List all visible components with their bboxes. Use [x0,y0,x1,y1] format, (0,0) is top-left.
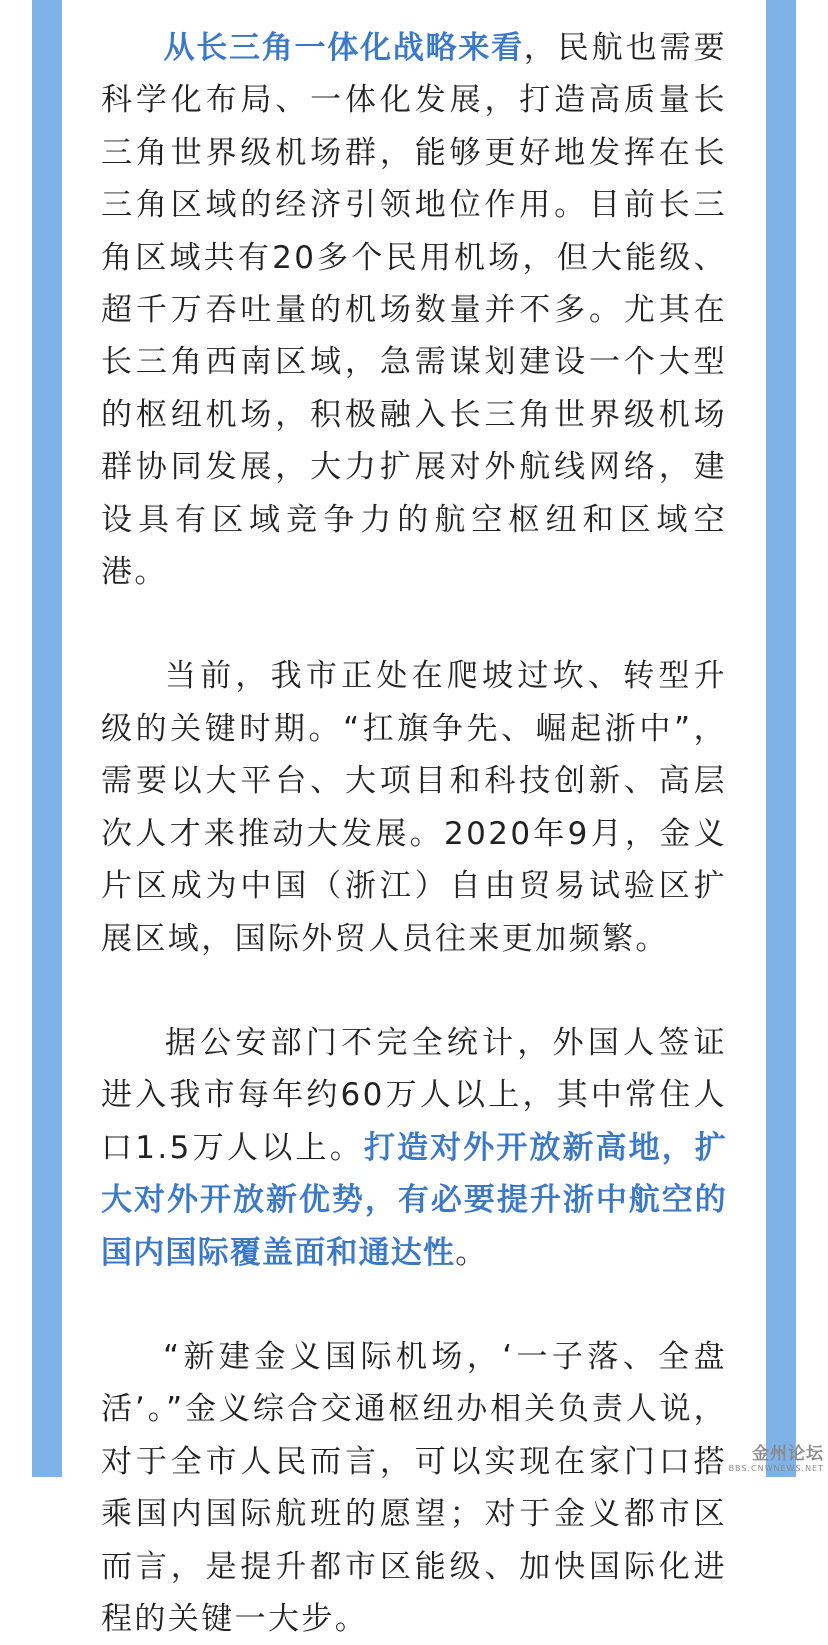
forum-watermark [729,1446,824,1473]
paragraph-1 [101,22,727,598]
paragraph-text: ，民航也需要科学化布局、一体化发展，打造高质量长三角世界级机场群，能够更好地发挥在长三角区域的经济引领地位作用。目前长三角区域共有20多个民用机场，但大能级、超千万吞吐量的机场数量并不多。尤其在长三角西南区域，急需谋划建设一个大型的枢纽机场，积极融入长三角世界级机场群协同发展，大力扩展对外航线网络，建设具有区域竞争力的航空枢纽和区域空港。 [101,30,727,591]
right-decorative-bar [766,0,796,1477]
paragraph-text: 据公安部门不完全统计，外国人签证进入我市每年约60万人以上，其中常住人口1.5万人以上。 [101,1024,727,1166]
highlighted-phrase: 从长三角一体化战略来看 [163,30,524,66]
watermark-title: 金州论坛 [752,1444,824,1464]
paragraph-text: “新建金义国际机场，‘一子落、全盘活’。”金义综合交通枢纽办相关负责人说，对于全市人民而言，可以实现在家门口搭乘国内国际航班的愿望；对于金义都市区而言，是提升都市区能级、加快国际化进程的关键一大步。 [101,1338,727,1637]
paragraph-text: 当前，我市正处在爬坡过坎、转型升级的关键时期。“扛旗争先、崛起浙中”，需要以大平台、大项目和科技创新、高层次人才来推动大发展。2020年9月，金义片区成为中国（浙江）自由贸易试验区扩展区域，国际外贸人员往来更加频繁。 [101,658,727,957]
left-decorative-bar [32,0,62,1477]
article-body [101,22,727,1645]
paragraph-3 [101,1017,727,1279]
highlighted-phrase: 打造对外开放新高地，扩大对外开放新优势，有必要提升浙中航空的国内国际覆盖面和通达性 [101,1129,727,1271]
paragraph-4 [101,1331,727,1645]
watermark-url: BBS.CNWNEWS.NET [728,1464,824,1473]
paragraph-tail: 。 [455,1234,489,1271]
paragraph-2 [101,650,727,964]
